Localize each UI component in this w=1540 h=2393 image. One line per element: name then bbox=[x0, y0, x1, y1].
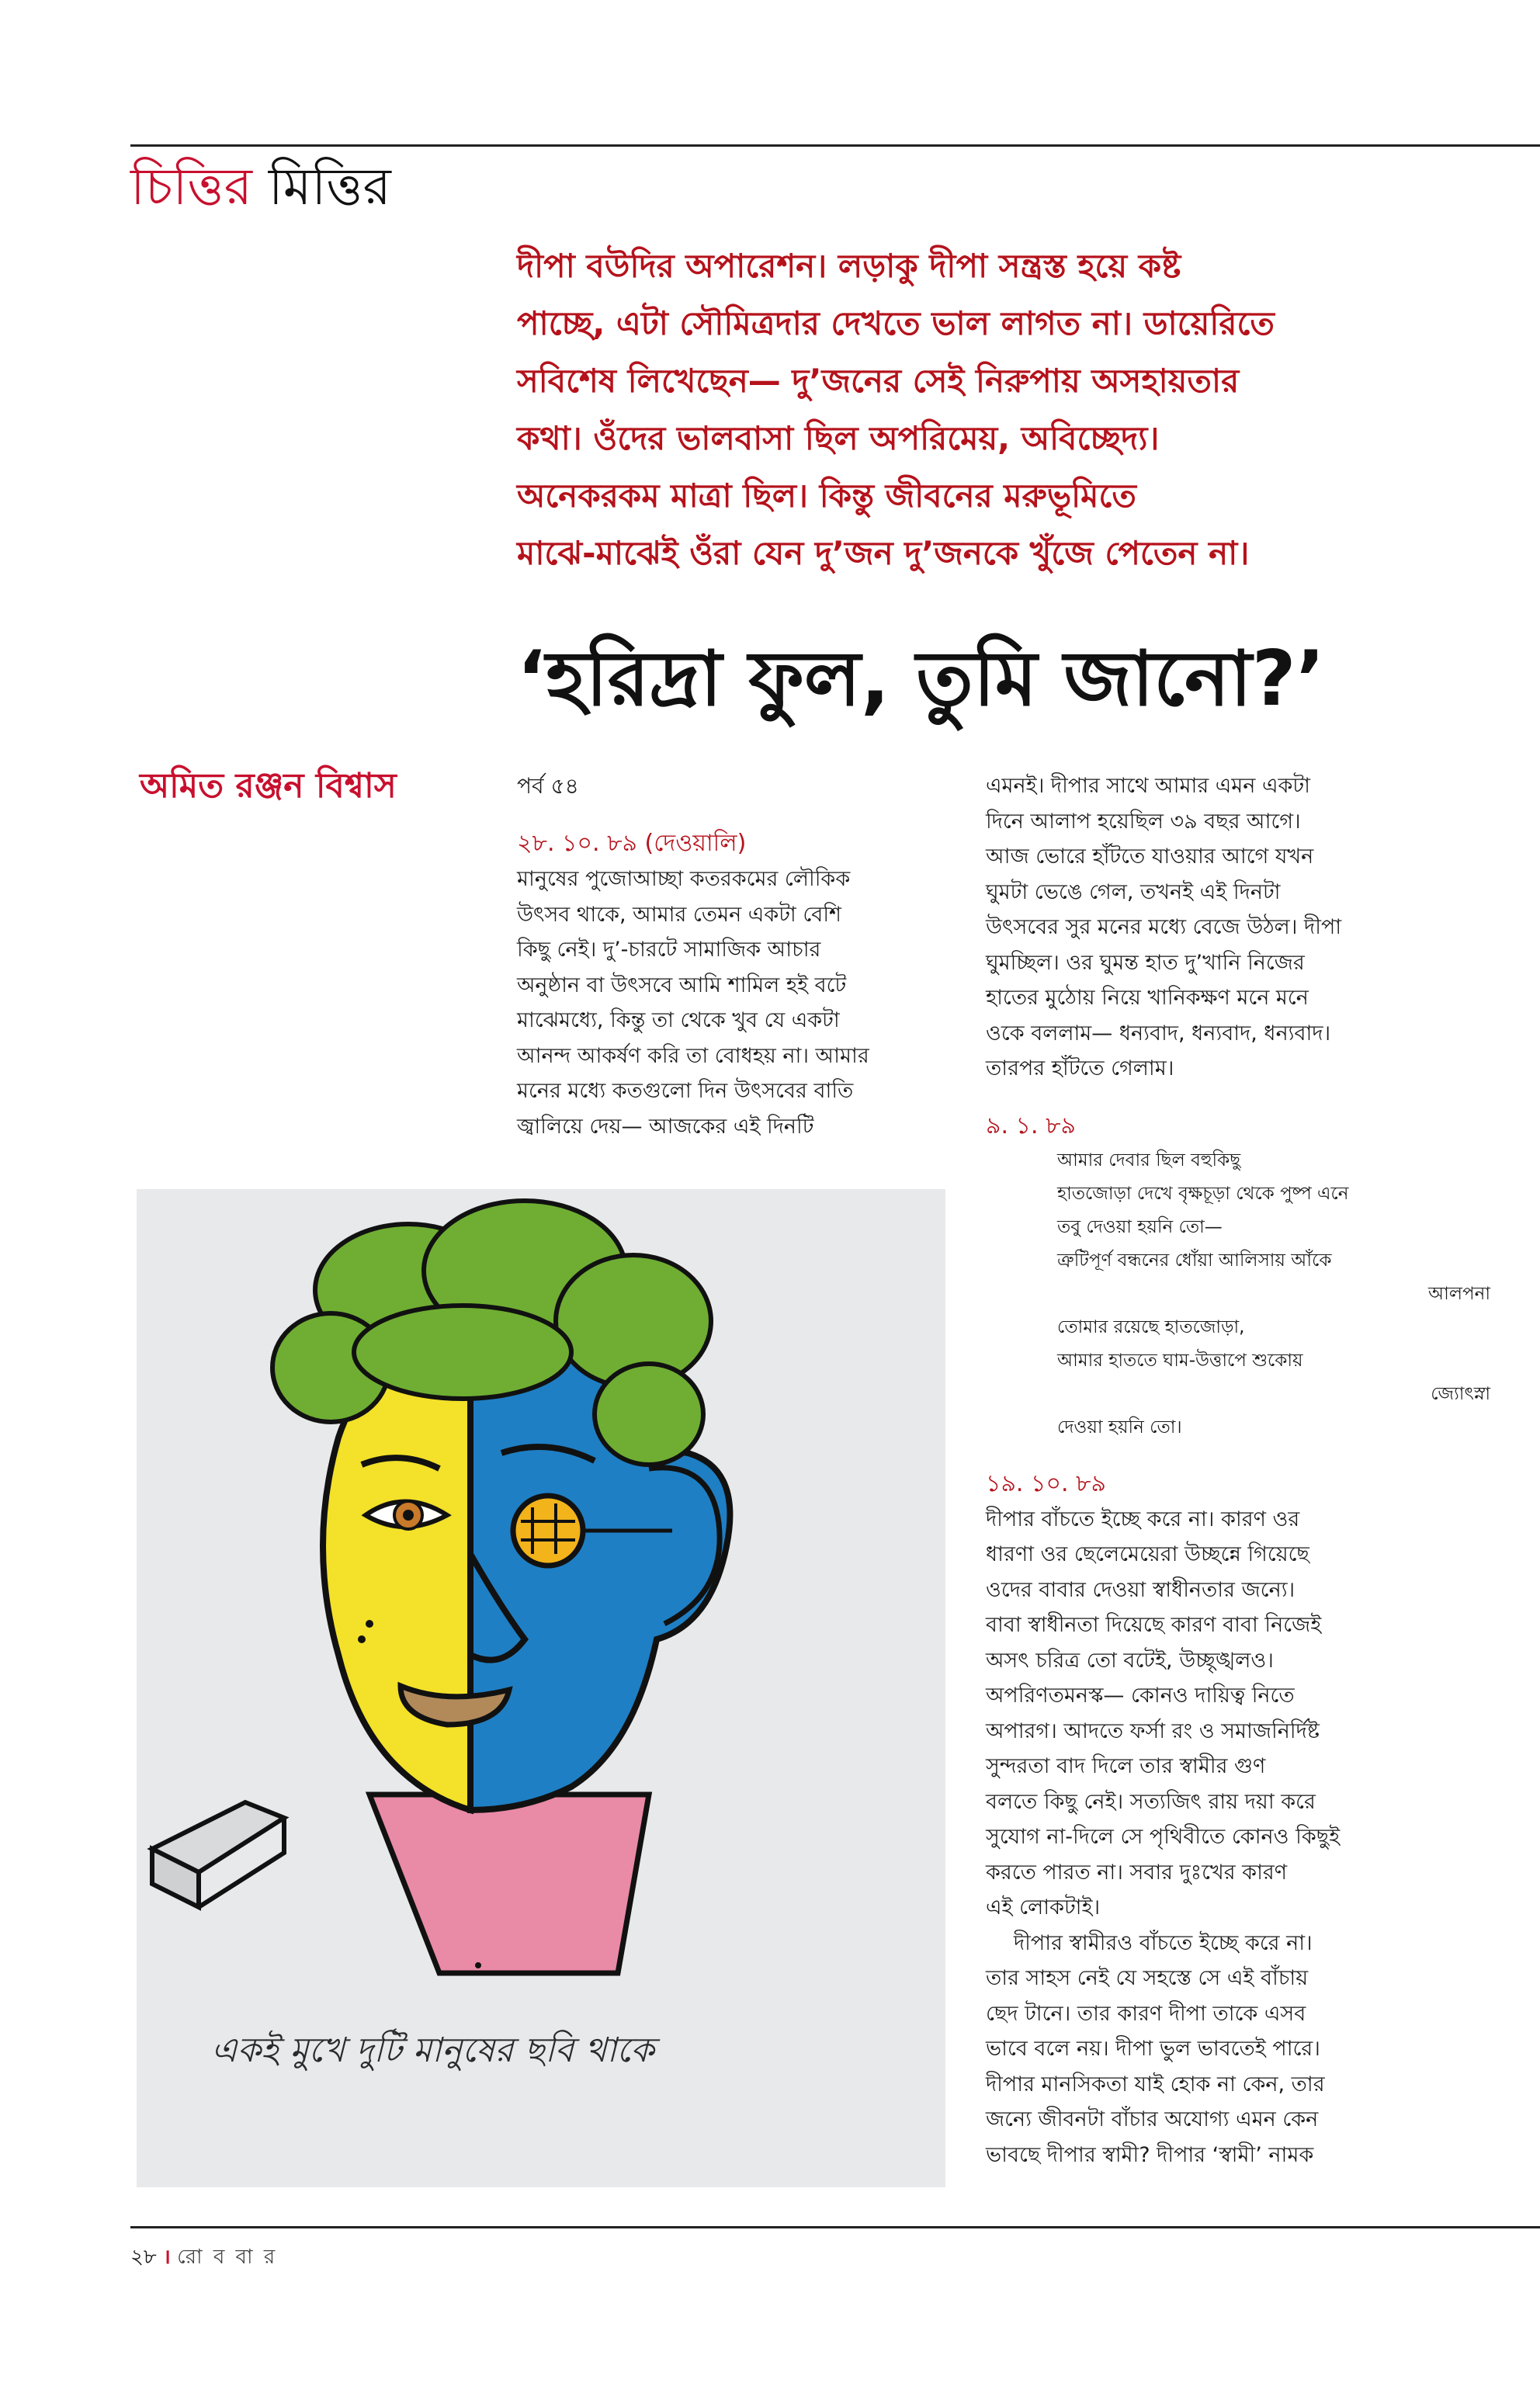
body-line: ধারণা ওর ছেলেমেয়েরা উচ্ছন্নে গিয়েছে bbox=[986, 1542, 1309, 1566]
body-line: উৎসবের সুর মনের মধ্যে বেজে উঠল। দীপা bbox=[986, 915, 1342, 939]
article-headline: ‘হরিদ্রা ফুল, তুমি জানো?’ bbox=[517, 635, 1325, 723]
column-middle bbox=[517, 768, 952, 1144]
body-line: ঘুমচ্ছিল। ওর ঘুমন্ত হাত দু’খানি নিজের bbox=[986, 950, 1305, 975]
episode-label: পর্ব ৫৪ bbox=[517, 773, 579, 799]
intro-line: সবিশেষ লিখেছেন— দু’জনের সেই নিরুপায় অসহায়তার bbox=[517, 362, 1240, 400]
face-illustration bbox=[137, 1189, 945, 2187]
intro-line: মাঝে-মাঝেই ওঁরা যেন দু’জন দু’জনকে খুঁজে পেতেন না। bbox=[517, 534, 1250, 572]
bottom-rule bbox=[130, 2226, 1540, 2228]
top-rule bbox=[130, 144, 1540, 147]
page-footer bbox=[130, 2242, 277, 2273]
entry-date: ২৮. ১০. ৮৯ (দেওয়ালি) bbox=[517, 830, 747, 857]
body-line: ঘুমটা ভেঙে গেল, তখনই এই দিনটা bbox=[986, 879, 1281, 904]
body-line: এমনই। দীপার সাথে আমার এমন একটা bbox=[986, 774, 1310, 798]
intro-paragraph bbox=[517, 238, 1518, 582]
body-line: এই লোকটাই। bbox=[986, 1895, 1101, 1920]
poem-line: ত্রুটিপূর্ণ বন্ধনের ধোঁয়া আলিসায় আঁকে bbox=[1057, 1250, 1332, 1271]
body-line: ওদের বাবার দেওয়া স্বাধীনতার জন্যে। bbox=[986, 1577, 1295, 1602]
body-line: বলতে কিছু নেই। সত্যজিৎ রায় দয়া করে bbox=[986, 1789, 1316, 1814]
publication-name: রো ব বা র bbox=[177, 2246, 278, 2269]
poem-line: জ্যোৎস্না bbox=[1431, 1383, 1490, 1404]
body-line: কিছু নেই। দু’-চারটে সামাজিক আচার bbox=[517, 938, 821, 962]
body-line: ভাবে বলে নয়। দীপা ভুল ভাবতেই পারে। bbox=[986, 2037, 1320, 2061]
body-line: মনের মধ্যে কতগুলো দিন উৎসবের বাতি bbox=[517, 1079, 854, 1103]
intro-line: কথা। ওঁদের ভালবাসা ছিল অপরিমেয়, অবিচ্ছেদ্য। bbox=[517, 419, 1160, 457]
body-line: আনন্দ আকর্ষণ করি তা বোধহয় না। আমার bbox=[517, 1043, 869, 1068]
intro-line: দীপা বউদির অপারেশন। লড়াকু দীপা সন্ত্রস্ত হয়ে কষ্ট bbox=[517, 247, 1181, 285]
poem-line: আলপনা bbox=[1428, 1283, 1490, 1304]
body-line: মাঝেমধ্যে, কিন্তু তা থেকে খুব যে একটা bbox=[517, 1008, 840, 1032]
footer-separator: । bbox=[163, 2246, 171, 2269]
body-line: ওকে বললাম— ধন্যবাদ, ধন্যবাদ, ধন্যবাদ। bbox=[986, 1021, 1331, 1046]
body-line: বাবা স্বাধীনতা দিয়েছে কারণ বাবা নিজেই bbox=[986, 1613, 1322, 1637]
section-title bbox=[130, 152, 391, 222]
poem-line: হাতজোড়া দেখে বৃক্ষচূড়া থেকে পুষ্প এনে bbox=[1057, 1183, 1349, 1204]
section-title-part1: চিত্তির bbox=[130, 157, 252, 217]
body-line: অসৎ চরিত্র তো বটেই, উচ্ছৃঙ্খলও। bbox=[986, 1648, 1274, 1673]
intro-line: পাচ্ছে, এটা সৌমিত্রদার দেখতে ভাল লাগত না। ডায়েরিতে bbox=[517, 304, 1275, 342]
body-line: মানুষের পুজোআচ্ছা কতরকমের লৌকিক bbox=[517, 867, 851, 891]
poem-line: দেওয়া হয়নি তো। bbox=[1057, 1417, 1182, 1438]
page-number: ২৮ bbox=[130, 2246, 157, 2269]
entry-date: ৯. ১. ৮৯ bbox=[986, 1112, 1077, 1139]
body-line: অপারগ। আদতে ফর্সা রং ও সমাজনির্দিষ্ট bbox=[986, 1718, 1320, 1743]
intro-line: অনেকরকম মাত্রা ছিল। কিন্তু জীবনের মরুভূমিতে bbox=[517, 477, 1136, 515]
poem-line: আমার হাততে ঘাম-উত্তাপে শুকোয় bbox=[1057, 1350, 1303, 1371]
body-line: দিনে আলাপ হয়েছিল ৩৯ বছর আগে। bbox=[986, 809, 1301, 834]
body-line: দীপার মানসিকতা যাই হোক না কেন, তার bbox=[986, 2072, 1325, 2096]
body-line: অপরিণতমনস্ক— কোনও দায়িত্ব নিতে bbox=[986, 1684, 1295, 1708]
body-line: আজ ভোরে হাঁটতে যাওয়ার আগে যখন bbox=[986, 844, 1314, 869]
body-line: ছেদ টানে। তার কারণ দীপা তাকে এসব bbox=[986, 2001, 1306, 2026]
body-line: জন্যে জীবনটা বাঁচার অযোগ্য এমন কেন bbox=[986, 2107, 1319, 2131]
body-line: ভাবছে দীপার স্বামী? দীপার ‘স্বামী’ নামক bbox=[986, 2142, 1314, 2167]
body-line: তার সাহস নেই যে সহস্তে সে এই বাঁচায় bbox=[986, 1966, 1309, 1990]
body-line: সুন্দরতা বাদ দিলে তার স্বামীর গুণ bbox=[986, 1754, 1266, 1778]
poem-line: আমার দেবার ছিল বহুকিছু bbox=[1057, 1150, 1241, 1170]
body-line: করতে পারত না। সবার দুঃখের কারণ bbox=[986, 1860, 1288, 1885]
body-line: সুযোগ না-দিলে সে পৃথিবীতে কোনও কিছুই bbox=[986, 1825, 1341, 1849]
poem-line: তোমার রয়েছে হাতজোড়া, bbox=[1057, 1316, 1245, 1337]
column-right bbox=[986, 768, 1529, 2173]
entry-date: ১৯. ১০. ৮৯ bbox=[986, 1469, 1106, 1497]
body-line: জ্বালিয়ে দেয়— আজকের এই দিনটি bbox=[517, 1114, 814, 1139]
illustration-caption: একই মুখে দুটি মানুষের ছবি থাকে bbox=[211, 2031, 654, 2070]
body-line: হাতের মুঠোয় নিয়ে খানিকক্ষণ মনে মনে bbox=[986, 986, 1309, 1010]
body-line: দীপার স্বামীরও বাঁচতে ইচ্ছে করে না। bbox=[1014, 1930, 1313, 1955]
body-line: তারপর হাঁটতে গেলাম। bbox=[986, 1056, 1174, 1080]
poem-line: তবু দেওয়া হয়নি তো— bbox=[1057, 1216, 1223, 1237]
body-line: অনুষ্ঠান বা উৎসবে আমি শামিল হই বটে bbox=[517, 973, 847, 997]
body-line: উৎসব থাকে, আমার তেমন একটা বেশি bbox=[517, 902, 842, 927]
author-name: অমিত রঞ্জন বিশ্বাস bbox=[140, 766, 397, 806]
body-line: দীপার বাঁচতে ইচ্ছে করে না। কারণ ওর bbox=[986, 1507, 1300, 1531]
section-title-part2: মিত্তির bbox=[268, 157, 391, 217]
